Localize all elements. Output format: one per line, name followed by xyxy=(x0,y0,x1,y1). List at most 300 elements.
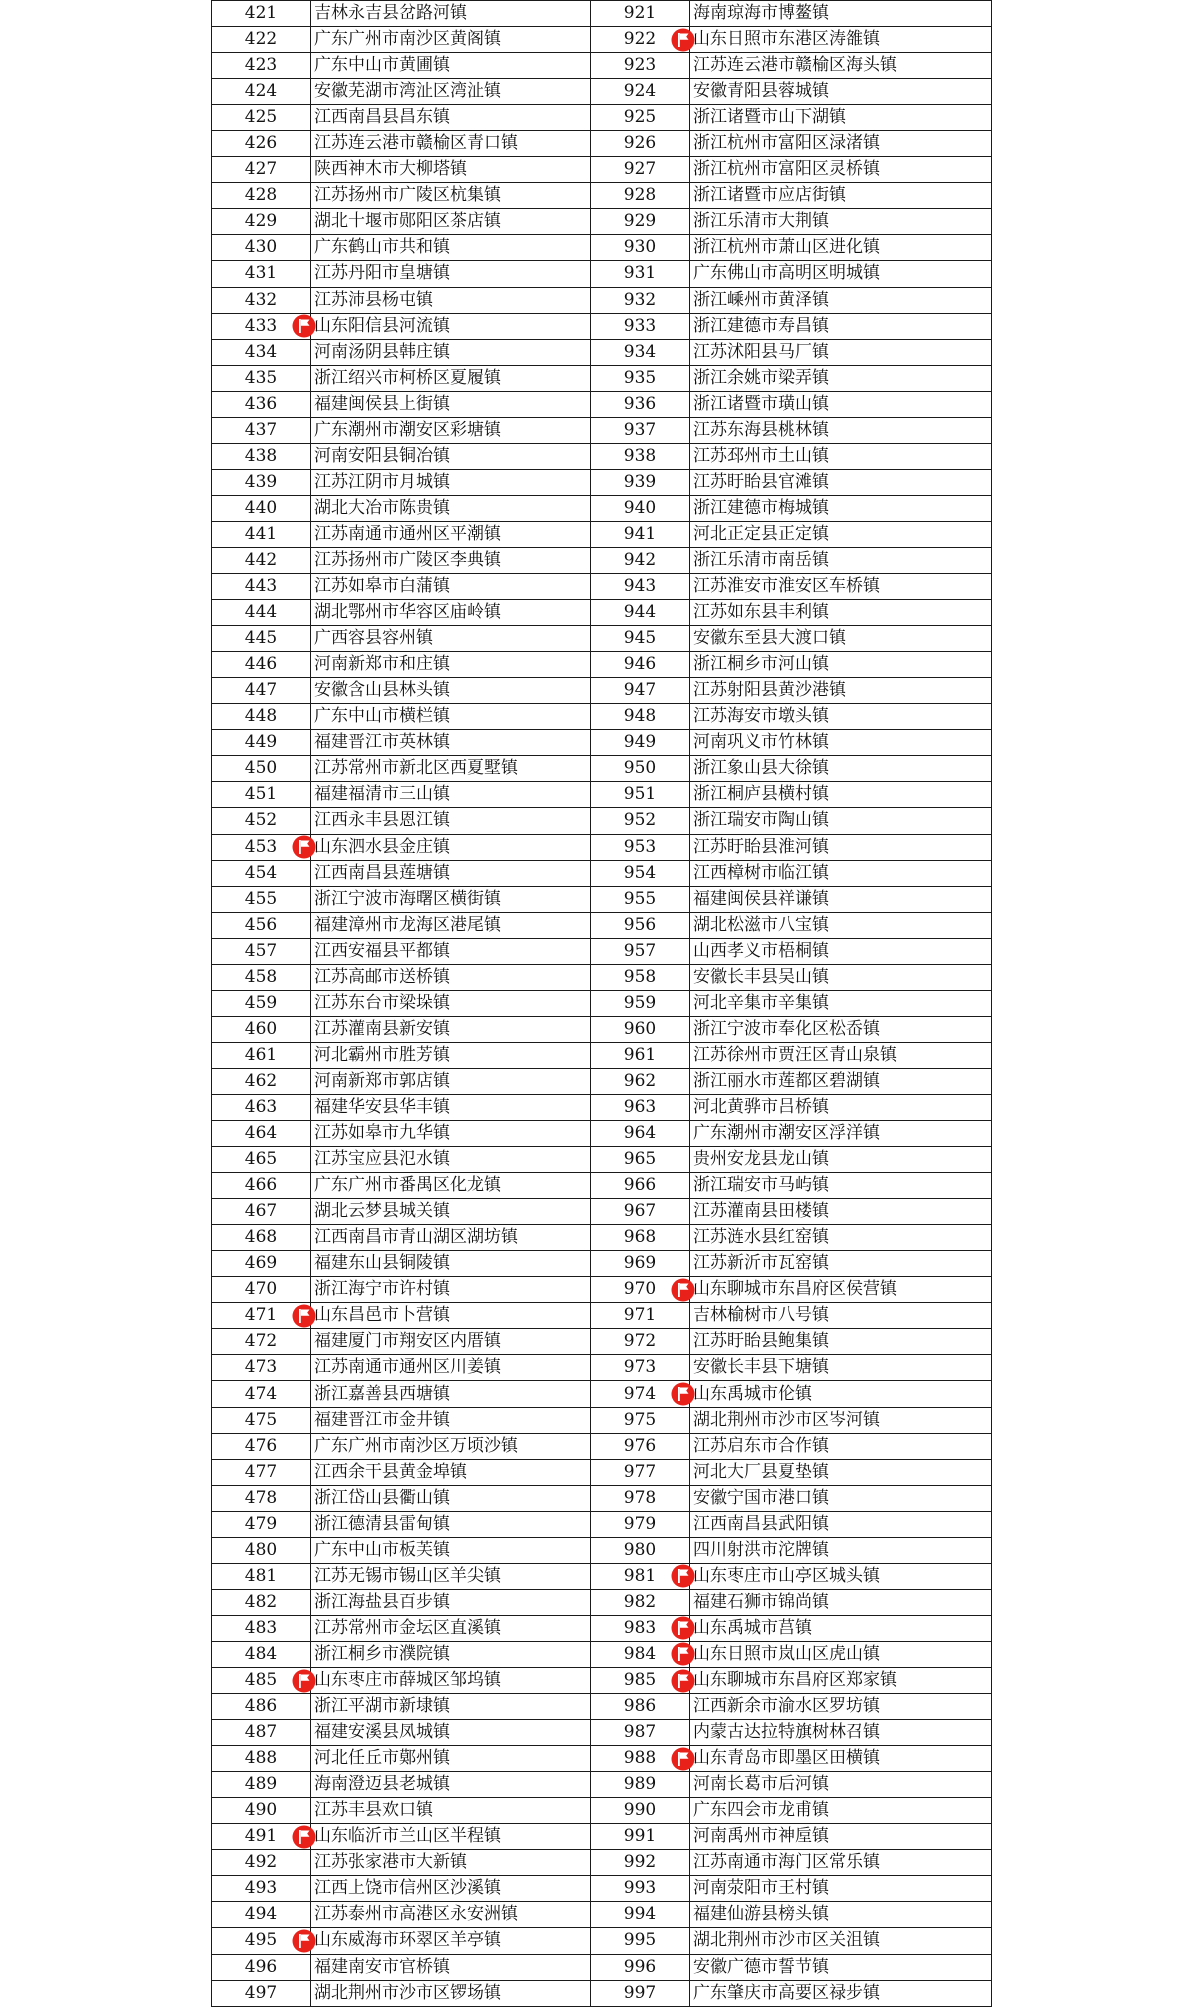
rank-number: 953 xyxy=(623,836,657,857)
rank-cell-left xyxy=(212,157,311,183)
town-name-cell-right xyxy=(690,990,992,1016)
town-name-cell-left xyxy=(311,521,591,547)
town-name: 江苏如皋市九华镇 xyxy=(314,1123,450,1144)
rank-cell-left xyxy=(212,652,311,678)
table-body xyxy=(212,1,992,2007)
rank-number: 485 xyxy=(244,1670,278,1691)
town-name: 福建仙游县榜头镇 xyxy=(693,1904,829,1925)
town-name-cell-right xyxy=(690,626,992,652)
town-name: 河北任丘市鄚州镇 xyxy=(314,1748,450,1769)
town-name: 浙江杭州市富阳区渌渚镇 xyxy=(693,133,880,154)
table-row xyxy=(212,860,992,886)
town-name: 江苏沛县杨屯镇 xyxy=(314,289,433,310)
rank-cell-right xyxy=(591,1641,690,1667)
rank-number: 476 xyxy=(244,1435,278,1456)
table-row xyxy=(212,1694,992,1720)
rank-number: 480 xyxy=(244,1539,278,1560)
town-name-cell-right xyxy=(690,547,992,573)
town-name-cell-right xyxy=(690,417,992,443)
rank-number: 447 xyxy=(244,680,278,701)
town-name: 福建晋江市英林镇 xyxy=(314,732,450,753)
town-name: 福建厦门市翔安区内厝镇 xyxy=(314,1331,501,1352)
rank-cell-left xyxy=(212,313,311,339)
rank-cell-right xyxy=(591,1772,690,1798)
rank-number: 994 xyxy=(623,1904,657,1925)
rank-number: 440 xyxy=(244,497,278,518)
rank-number: 943 xyxy=(623,576,657,597)
town-name: 浙江杭州市萧山区进化镇 xyxy=(693,237,880,258)
rank-number: 979 xyxy=(623,1513,657,1534)
town-name-cell-left xyxy=(311,782,591,808)
town-name: 江西南昌县昌东镇 xyxy=(314,107,450,128)
rank-number: 460 xyxy=(244,1018,278,1039)
rank-number: 459 xyxy=(244,992,278,1013)
rank-number: 971 xyxy=(623,1305,657,1326)
rank-number: 929 xyxy=(623,211,657,232)
rank-number: 434 xyxy=(244,341,278,362)
town-name: 浙江平湖市新埭镇 xyxy=(314,1696,450,1717)
rank-cell-right xyxy=(591,1824,690,1850)
table-row xyxy=(212,1746,992,1772)
rank-cell-right xyxy=(591,157,690,183)
table-row xyxy=(212,313,992,339)
town-name: 广东广州市南沙区黄阁镇 xyxy=(314,29,501,50)
town-name-cell-right xyxy=(690,1720,992,1746)
town-name-cell-left xyxy=(311,157,591,183)
rank-cell-right xyxy=(591,1954,690,1980)
rank-cell-left xyxy=(212,1355,311,1381)
town-name-cell-right xyxy=(690,652,992,678)
town-name-cell-left xyxy=(311,1876,591,1902)
rank-number: 928 xyxy=(623,185,657,206)
town-name-cell-right xyxy=(690,469,992,495)
town-name-cell-right xyxy=(690,1615,992,1641)
rank-number: 449 xyxy=(244,732,278,753)
table-row xyxy=(212,417,992,443)
rank-cell-left xyxy=(212,1199,311,1225)
rank-number: 966 xyxy=(623,1175,657,1196)
town-name: 河北正定县正定镇 xyxy=(693,523,829,544)
town-name: 福建漳州市龙海区港尾镇 xyxy=(314,914,501,935)
town-name: 江苏扬州市广陵区杭集镇 xyxy=(314,185,501,206)
town-name-cell-left xyxy=(311,1251,591,1277)
town-name: 福建晋江市金井镇 xyxy=(314,1409,450,1430)
town-name: 广东中山市黄圃镇 xyxy=(314,55,450,76)
table-row xyxy=(212,1173,992,1199)
rank-cell-right xyxy=(591,1694,690,1720)
rank-cell-left xyxy=(212,1928,311,1954)
rank-number: 426 xyxy=(244,133,278,154)
town-name: 浙江余姚市梁弄镇 xyxy=(693,367,829,388)
town-name-cell-left xyxy=(311,678,591,704)
rank-number: 444 xyxy=(244,602,278,623)
rank-number: 996 xyxy=(623,1956,657,1977)
town-name-cell-left xyxy=(311,105,591,131)
rank-number: 940 xyxy=(623,497,657,518)
town-name: 浙江桐乡市濮院镇 xyxy=(314,1643,450,1664)
table-row xyxy=(212,1459,992,1485)
table-row xyxy=(212,261,992,287)
rank-cell-left xyxy=(212,938,311,964)
rank-number: 950 xyxy=(623,758,657,779)
town-name-cell-right xyxy=(690,391,992,417)
town-name: 浙江海宁市许村镇 xyxy=(314,1279,450,1300)
rank-number: 931 xyxy=(623,263,657,284)
rank-cell-left xyxy=(212,1641,311,1667)
town-name: 河北大厂县夏垫镇 xyxy=(693,1461,829,1482)
town-name: 安徽含山县林头镇 xyxy=(314,680,450,701)
town-name-cell-left xyxy=(311,1355,591,1381)
town-name: 江西安福县平都镇 xyxy=(314,940,450,961)
table-row xyxy=(212,183,992,209)
town-name-cell-right xyxy=(690,1694,992,1720)
rank-cell-left xyxy=(212,1251,311,1277)
rank-cell-left xyxy=(212,1537,311,1563)
rank-number: 960 xyxy=(623,1018,657,1039)
town-name: 江西永丰县恩江镇 xyxy=(314,810,450,831)
town-name: 山东威海市环翠区羊亭镇 xyxy=(314,1930,501,1951)
rank-cell-left xyxy=(212,1147,311,1173)
town-name-cell-left xyxy=(311,1303,591,1329)
rank-number: 487 xyxy=(244,1722,278,1743)
table-row xyxy=(212,756,992,782)
rank-cell-left xyxy=(212,1016,311,1042)
town-name: 河北霸州市胜芳镇 xyxy=(314,1044,450,1065)
town-name-cell-right xyxy=(690,1850,992,1876)
rank-number: 988 xyxy=(623,1748,657,1769)
rank-cell-left xyxy=(212,1694,311,1720)
rank-number: 497 xyxy=(244,1982,278,2003)
table-row xyxy=(212,1068,992,1094)
rank-cell-left xyxy=(212,678,311,704)
rank-cell-left xyxy=(212,443,311,469)
town-name: 江苏东海县桃林镇 xyxy=(693,419,829,440)
town-name: 安徽广德市誓节镇 xyxy=(693,1956,829,1977)
town-name-cell-right xyxy=(690,1537,992,1563)
town-name: 广东潮州市潮安区彩塘镇 xyxy=(314,419,501,440)
town-name-cell-right xyxy=(690,1563,992,1589)
rank-cell-left xyxy=(212,391,311,417)
rank-number: 975 xyxy=(623,1409,657,1430)
town-name: 山东禹城市莒镇 xyxy=(693,1617,812,1638)
town-name: 河南长葛市后河镇 xyxy=(693,1774,829,1795)
town-name: 山东青岛市即墨区田横镇 xyxy=(693,1748,880,1769)
town-name-cell-left xyxy=(311,652,591,678)
rank-number: 427 xyxy=(244,159,278,180)
town-name-cell-left xyxy=(311,1798,591,1824)
rank-cell-left xyxy=(212,730,311,756)
table-row xyxy=(212,365,992,391)
rank-number: 465 xyxy=(244,1149,278,1170)
town-name-cell-right xyxy=(690,313,992,339)
rank-cell-right xyxy=(591,1,690,27)
town-name-cell-left xyxy=(311,938,591,964)
rank-cell-right xyxy=(591,1511,690,1537)
town-name-cell-right xyxy=(690,1277,992,1303)
town-name-cell-left xyxy=(311,1850,591,1876)
town-name-cell-right xyxy=(690,53,992,79)
rank-number: 461 xyxy=(244,1044,278,1065)
rank-number: 934 xyxy=(623,341,657,362)
rank-number: 993 xyxy=(623,1878,657,1899)
rank-number: 967 xyxy=(623,1201,657,1222)
town-name: 广东中山市板芙镇 xyxy=(314,1539,450,1560)
town-name-cell-left xyxy=(311,391,591,417)
town-name-cell-left xyxy=(311,1199,591,1225)
rank-number: 976 xyxy=(623,1435,657,1456)
town-name-cell-right xyxy=(690,1094,992,1120)
rank-cell-left xyxy=(212,1746,311,1772)
table-row xyxy=(212,1876,992,1902)
rank-cell-right xyxy=(591,600,690,626)
town-name-cell-right xyxy=(690,79,992,105)
town-name: 海南澄迈县老城镇 xyxy=(314,1774,450,1795)
town-name-cell-left xyxy=(311,1668,591,1694)
town-name: 安徽东至县大渡口镇 xyxy=(693,628,846,649)
town-name: 江苏连云港市赣榆区海头镇 xyxy=(693,55,897,76)
town-name: 山东日照市岚山区虎山镇 xyxy=(693,1643,880,1664)
rank-cell-right xyxy=(591,27,690,53)
rank-number: 983 xyxy=(623,1617,657,1638)
town-name-cell-right xyxy=(690,1954,992,1980)
rank-cell-right xyxy=(591,1876,690,1902)
town-name: 湖北云梦县城关镇 xyxy=(314,1201,450,1222)
town-name: 河北黄骅市吕桥镇 xyxy=(693,1096,829,1117)
town-name-cell-right xyxy=(690,443,992,469)
table-row xyxy=(212,808,992,834)
rank-cell-left xyxy=(212,756,311,782)
town-name-cell-right xyxy=(690,1798,992,1824)
town-name: 山东聊城市东昌府区郑家镇 xyxy=(693,1670,897,1691)
rank-number: 436 xyxy=(244,393,278,414)
town-name: 江苏丰县欢口镇 xyxy=(314,1800,433,1821)
table-row xyxy=(212,521,992,547)
rank-number: 450 xyxy=(244,758,278,779)
rank-number: 969 xyxy=(623,1253,657,1274)
rank-number: 467 xyxy=(244,1201,278,1222)
rank-number: 977 xyxy=(623,1461,657,1482)
rank-number: 947 xyxy=(623,680,657,701)
rank-cell-left xyxy=(212,782,311,808)
town-name: 江苏盱眙县淮河镇 xyxy=(693,836,829,857)
rank-number: 978 xyxy=(623,1487,657,1508)
rank-number: 963 xyxy=(623,1096,657,1117)
town-name-cell-right xyxy=(690,1876,992,1902)
town-name-cell-left xyxy=(311,1824,591,1850)
town-name-cell-left xyxy=(311,1589,591,1615)
rank-cell-left xyxy=(212,1563,311,1589)
rank-cell-right xyxy=(591,1980,690,2006)
town-name-cell-right xyxy=(690,1381,992,1407)
town-name: 安徽宁国市港口镇 xyxy=(693,1487,829,1508)
rank-cell-right xyxy=(591,313,690,339)
town-name-cell-left xyxy=(311,1277,591,1303)
rank-cell-right xyxy=(591,1746,690,1772)
town-name-cell-right xyxy=(690,860,992,886)
rank-number: 453 xyxy=(244,836,278,857)
town-ranking-table xyxy=(211,0,992,2007)
town-name-cell-right xyxy=(690,1199,992,1225)
rank-number: 469 xyxy=(244,1253,278,1274)
rank-cell-left xyxy=(212,860,311,886)
rank-cell-left xyxy=(212,626,311,652)
table-row xyxy=(212,1798,992,1824)
town-name-cell-left xyxy=(311,1042,591,1068)
town-name: 江苏常州市金坛区直溪镇 xyxy=(314,1617,501,1638)
town-name: 山东禹城市伦镇 xyxy=(693,1383,812,1404)
town-name: 江苏南通市通州区川姜镇 xyxy=(314,1357,501,1378)
town-name-cell-left xyxy=(311,756,591,782)
table-row xyxy=(212,834,992,860)
town-name-cell-left xyxy=(311,1121,591,1147)
rank-cell-left xyxy=(212,1772,311,1798)
town-name-cell-left xyxy=(311,626,591,652)
town-name-cell-right xyxy=(690,782,992,808)
town-name-cell-left xyxy=(311,261,591,287)
rank-cell-right xyxy=(591,990,690,1016)
rank-number: 458 xyxy=(244,966,278,987)
table-row xyxy=(212,495,992,521)
rank-cell-left xyxy=(212,1173,311,1199)
town-name-cell-left xyxy=(311,1433,591,1459)
rank-number: 439 xyxy=(244,471,278,492)
rank-number: 992 xyxy=(623,1852,657,1873)
town-name: 广东肇庆市高要区禄步镇 xyxy=(693,1982,880,2003)
rank-cell-left xyxy=(212,521,311,547)
town-name: 浙江乐清市大荆镇 xyxy=(693,211,829,232)
town-name: 浙江瑞安市马屿镇 xyxy=(693,1175,829,1196)
town-name-cell-right xyxy=(690,834,992,860)
rank-cell-right xyxy=(591,131,690,157)
rank-number: 956 xyxy=(623,914,657,935)
town-name-cell-left xyxy=(311,417,591,443)
rank-cell-right xyxy=(591,183,690,209)
town-name: 浙江德清县雷甸镇 xyxy=(314,1513,450,1534)
rank-cell-left xyxy=(212,1485,311,1511)
table-row xyxy=(212,79,992,105)
rank-cell-right xyxy=(591,1094,690,1120)
rank-cell-right xyxy=(591,1798,690,1824)
town-name-cell-right xyxy=(690,183,992,209)
table-row xyxy=(212,782,992,808)
rank-cell-right xyxy=(591,391,690,417)
town-name: 浙江嵊州市黄泽镇 xyxy=(693,289,829,310)
rank-cell-right xyxy=(591,495,690,521)
town-name: 山东枣庄市山亭区城头镇 xyxy=(693,1565,880,1586)
town-name-cell-right xyxy=(690,1407,992,1433)
town-name-cell-left xyxy=(311,287,591,313)
rank-cell-left xyxy=(212,1876,311,1902)
rank-cell-left xyxy=(212,1980,311,2006)
rank-cell-right xyxy=(591,521,690,547)
town-name-cell-right xyxy=(690,730,992,756)
table-row xyxy=(212,1,992,27)
town-name-cell-left xyxy=(311,964,591,990)
town-name-cell-left xyxy=(311,1615,591,1641)
rank-number: 454 xyxy=(244,862,278,883)
rank-cell-right xyxy=(591,834,690,860)
town-name: 江苏新沂市瓦窑镇 xyxy=(693,1253,829,1274)
town-name: 安徽青阳县蓉城镇 xyxy=(693,81,829,102)
town-name-cell-right xyxy=(690,600,992,626)
town-name-cell-left xyxy=(311,1537,591,1563)
rank-number: 970 xyxy=(623,1279,657,1300)
rank-number: 951 xyxy=(623,784,657,805)
town-name-cell-right xyxy=(690,1459,992,1485)
town-name: 湖北松滋市八宝镇 xyxy=(693,914,829,935)
town-name-cell-left xyxy=(311,860,591,886)
rank-cell-right xyxy=(591,1303,690,1329)
rank-cell-left xyxy=(212,1407,311,1433)
rank-cell-left xyxy=(212,1954,311,1980)
town-name-cell-left xyxy=(311,600,591,626)
town-name-cell-right xyxy=(690,209,992,235)
rank-number: 973 xyxy=(623,1357,657,1378)
table-row xyxy=(212,27,992,53)
rank-number: 433 xyxy=(244,315,278,336)
town-name-cell-right xyxy=(690,1485,992,1511)
table-row xyxy=(212,1485,992,1511)
rank-cell-left xyxy=(212,1329,311,1355)
town-name-cell-left xyxy=(311,808,591,834)
table-row xyxy=(212,1511,992,1537)
rank-number: 435 xyxy=(244,367,278,388)
rank-number: 438 xyxy=(244,445,278,466)
rank-number: 958 xyxy=(623,966,657,987)
town-name: 浙江乐清市南岳镇 xyxy=(693,550,829,570)
town-name: 内蒙古达拉特旗树林召镇 xyxy=(693,1722,880,1743)
rank-cell-left xyxy=(212,1902,311,1928)
rank-cell-right xyxy=(591,1485,690,1511)
rank-cell-right xyxy=(591,1121,690,1147)
town-name: 江西新余市渝水区罗坊镇 xyxy=(693,1696,880,1717)
rank-number: 985 xyxy=(623,1670,657,1691)
town-name: 浙江绍兴市柯桥区夏履镇 xyxy=(314,367,501,388)
rank-cell-right xyxy=(591,678,690,704)
rank-number: 980 xyxy=(623,1539,657,1560)
town-name-cell-right xyxy=(690,574,992,600)
rank-cell-right xyxy=(591,1199,690,1225)
rank-cell-left xyxy=(212,287,311,313)
rank-number: 429 xyxy=(244,211,278,232)
rank-cell-left xyxy=(212,495,311,521)
rank-number: 945 xyxy=(623,628,657,649)
rank-cell-right xyxy=(591,417,690,443)
town-name: 山东阳信县河流镇 xyxy=(314,315,450,336)
rank-cell-right xyxy=(591,1147,690,1173)
rank-number: 932 xyxy=(623,289,657,310)
rank-cell-right xyxy=(591,1589,690,1615)
town-name-cell-left xyxy=(311,1641,591,1667)
rank-cell-left xyxy=(212,1121,311,1147)
rank-cell-left xyxy=(212,834,311,860)
rank-cell-right xyxy=(591,730,690,756)
rank-number: 941 xyxy=(623,523,657,544)
rank-cell-left xyxy=(212,131,311,157)
town-name: 福建闽侯县上街镇 xyxy=(314,393,450,414)
town-name: 河南新郑市郭店镇 xyxy=(314,1070,450,1091)
rank-number: 488 xyxy=(244,1748,278,1769)
rank-cell-left xyxy=(212,1225,311,1251)
rank-number: 991 xyxy=(623,1826,657,1847)
rank-number: 430 xyxy=(244,237,278,258)
town-name: 江苏淮安市淮安区车桥镇 xyxy=(693,576,880,597)
table-row xyxy=(212,209,992,235)
table-row xyxy=(212,1902,992,1928)
town-name: 江苏张家港市大新镇 xyxy=(314,1852,467,1873)
town-name-cell-left xyxy=(311,1225,591,1251)
town-name-cell-right xyxy=(690,235,992,261)
